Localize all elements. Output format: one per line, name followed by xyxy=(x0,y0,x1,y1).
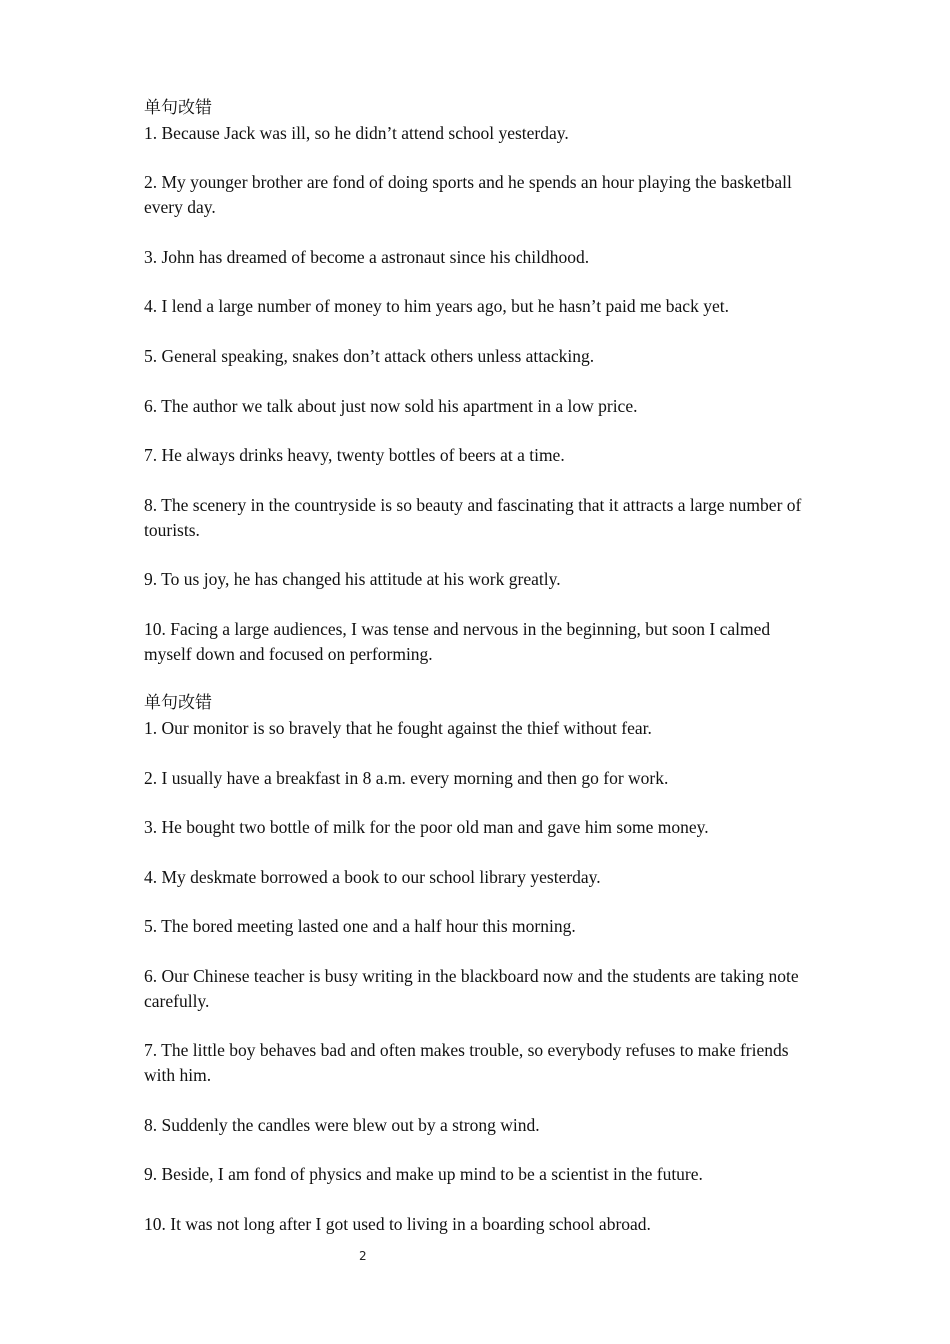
exercise-item-8: 8. Suddenly the candles were blew out by a strong wind. xyxy=(144,1114,540,1135)
exercise-item-10: 10. Facing a large audiences, I was tense and nervous in the beginning, but soon I calmed myself down and focused on performing. xyxy=(144,618,771,664)
exercise-item-9: 9. Beside, I am fond of physics and make up mind to be a scientist in the future. xyxy=(144,1164,703,1185)
section-heading: 单句改错 xyxy=(144,98,212,118)
exercise-section-2 xyxy=(144,691,804,1237)
exercise-item-2: 2. I usually have a breakfast in 8 a.m. every morning and then go for work. xyxy=(144,767,669,788)
exercise-item-6: 6. The author we talk about just now sold his apartment in a low price. xyxy=(144,395,638,416)
exercise-item-9: 9. To us joy, he has changed his attitude at his work greatly. xyxy=(144,569,561,590)
section-heading: 单句改错 xyxy=(144,693,212,714)
exercise-item-10: 10. It was not long after I got used to living in a boarding school abroad. xyxy=(144,1213,651,1234)
exercise-item-5: 5. The bored meeting lasted one and a half hour this morning. xyxy=(144,916,576,937)
exercise-item-5: 5. General speaking, snakes don’t attack others unless attacking. xyxy=(144,345,595,366)
exercise-item-8: 8. The scenery in the countryside is so beauty and fascinating that it attracts a large number of tourists. xyxy=(144,494,802,540)
exercise-item-4: 4. I lend a large number of money to him years ago, but he hasn’t paid me back yet. xyxy=(144,296,729,317)
exercise-section-1 xyxy=(144,96,804,666)
exercise-item-1: 1. Our monitor is so bravely that he fought against the thief without fear. xyxy=(144,717,652,738)
exercise-item-3: 3. He bought two bottle of milk for the poor old man and gave him some money. xyxy=(144,817,709,838)
document-page xyxy=(144,96,804,1261)
exercise-item-3: 3. John has dreamed of become a astronaut since his childhood. xyxy=(144,246,590,267)
exercise-item-4: 4. My deskmate borrowed a book to our school library yesterday. xyxy=(144,866,601,887)
exercise-item-7: 7. The little boy behaves bad and often makes trouble, so everybody refuses to make friends with him. xyxy=(144,1040,789,1086)
page-number: 2 xyxy=(359,1249,367,1263)
exercise-item-2: 2. My younger brother are fond of doing sports and he spends an hour playing the basketball every day. xyxy=(144,172,792,218)
exercise-item-7: 7. He always drinks heavy, twenty bottles of beers at a time. xyxy=(144,445,565,466)
exercise-item-6: 6. Our Chinese teacher is busy writing in the blackboard now and the students are taking note carefully. xyxy=(144,965,799,1011)
exercise-item-1: 1. Because Jack was ill, so he didn’t attend school yesterday. xyxy=(144,122,569,143)
